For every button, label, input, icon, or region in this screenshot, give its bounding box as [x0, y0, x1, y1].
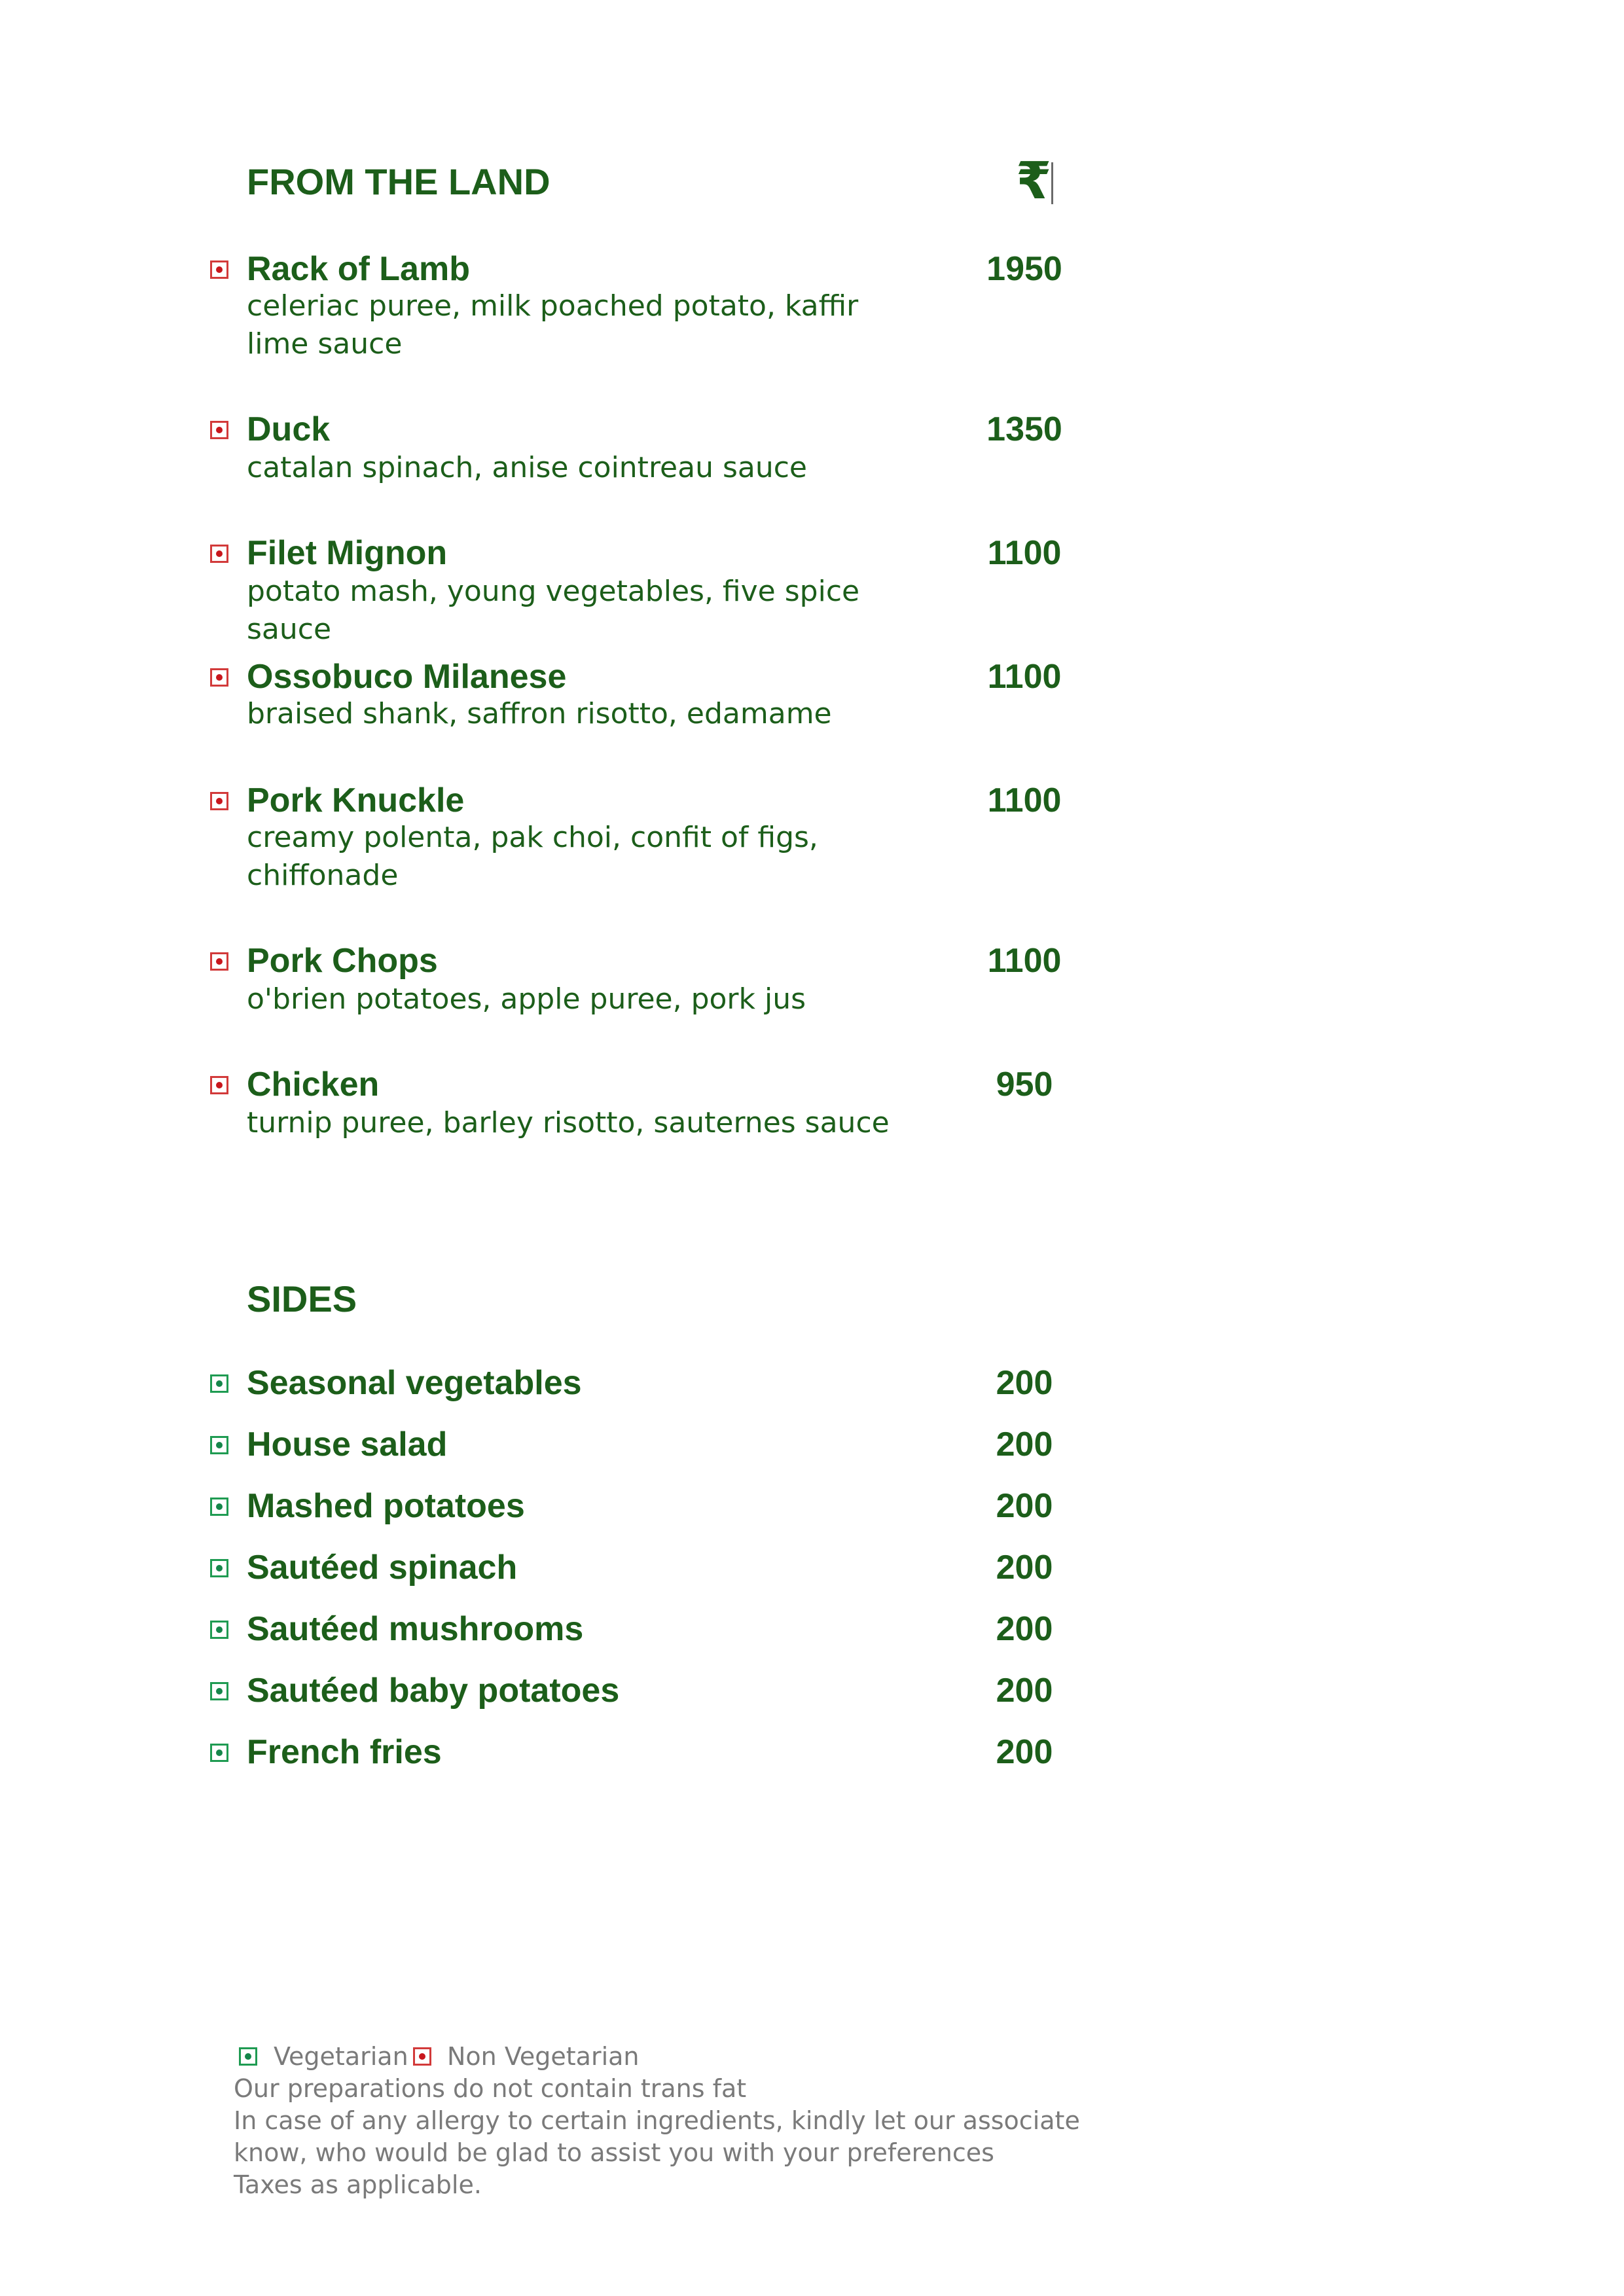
non-vegetarian-icon — [210, 260, 228, 279]
currency-symbol: ₹ — [1016, 152, 1052, 211]
non-vegetarian-icon — [210, 668, 228, 687]
non-vegetarian-icon — [210, 421, 228, 439]
vegetarian-icon — [210, 1436, 228, 1454]
dietary-legend — [234, 2041, 1085, 2073]
item-price: 200 — [996, 1610, 1053, 1648]
item-price: 200 — [996, 1426, 1053, 1463]
item-price: 200 — [996, 1487, 1053, 1525]
item-description: potato mash, young vegetables, five spice sauce — [247, 575, 860, 646]
item-price: 1100 — [987, 781, 1062, 819]
vegetarian-icon — [210, 1559, 228, 1577]
item-name: House salad — [247, 1426, 448, 1463]
allergy-note-line1: In case of any allergy to certain ingredients, kindly let our associate — [234, 2106, 1080, 2135]
item-name: French fries — [247, 1733, 442, 1771]
item-description: celeriac puree, milk poached potato, kaffir lime sauce — [247, 289, 859, 361]
item-name: Chicken — [247, 1066, 380, 1103]
allergy-note-line2: know, who would be glad to assist you with your preferences — [234, 2138, 994, 2167]
item-name: Pork Chops — [247, 942, 438, 980]
item-description: creamy polenta, pak choi, confit of figs, chiffonade — [247, 821, 818, 892]
item-name: Mashed potatoes — [247, 1487, 525, 1525]
item-description: turnip puree, barley risotto, sauternes sauce — [247, 1106, 890, 1139]
item-price: 1950 — [986, 250, 1062, 288]
non-vegetarian-icon — [210, 545, 228, 563]
item-name: Sautéed mushrooms — [247, 1610, 584, 1648]
item-price: 950 — [996, 1066, 1053, 1103]
item-price: 200 — [996, 1733, 1053, 1771]
legend-non-vegetarian-label: Non Vegetarian — [447, 2042, 640, 2071]
item-price: 200 — [996, 1364, 1053, 1402]
section-title-from-the-land: FROM THE LAND — [247, 161, 550, 202]
trans-fat-note: Our preparations do not contain trans fat — [234, 2074, 747, 2103]
item-name: Duck — [247, 410, 331, 448]
section-title-sides: SIDES — [247, 1278, 357, 1319]
taxes-note: Taxes as applicable. — [234, 2170, 482, 2199]
vegetarian-icon — [210, 1498, 228, 1516]
non-vegetarian-icon — [210, 952, 228, 971]
item-price: 200 — [996, 1672, 1053, 1710]
item-name: Pork Knuckle — [247, 781, 465, 819]
footer-notes — [234, 2041, 1085, 2201]
item-price: 1100 — [987, 658, 1062, 696]
vegetarian-icon — [239, 2047, 257, 2066]
item-description: o'brien potatoes, apple puree, pork jus — [247, 982, 806, 1016]
non-vegetarian-icon — [210, 792, 228, 810]
vegetarian-icon — [210, 1621, 228, 1639]
vegetarian-icon — [210, 1682, 228, 1700]
legend-vegetarian-label: Vegetarian — [274, 2042, 408, 2071]
item-description: catalan spinach, anise cointreau sauce — [247, 451, 808, 484]
vegetarian-icon — [210, 1744, 228, 1762]
non-vegetarian-icon — [413, 2047, 431, 2066]
item-price: 1350 — [986, 410, 1062, 448]
item-price: 1100 — [987, 942, 1062, 980]
item-name: Ossobuco Milanese — [247, 658, 567, 696]
vegetarian-icon — [210, 1374, 228, 1393]
item-price: 1100 — [987, 534, 1062, 572]
item-name: Filet Mignon — [247, 534, 448, 572]
currency-divider — [1051, 162, 1053, 204]
item-name: Seasonal vegetables — [247, 1364, 582, 1402]
item-name: Sautéed spinach — [247, 1549, 518, 1587]
item-price: 200 — [996, 1549, 1053, 1587]
non-vegetarian-icon — [210, 1076, 228, 1094]
item-description: braised shank, saffron risotto, edamame — [247, 697, 832, 730]
item-name: Rack of Lamb — [247, 250, 470, 288]
item-name: Sautéed baby potatoes — [247, 1672, 620, 1710]
